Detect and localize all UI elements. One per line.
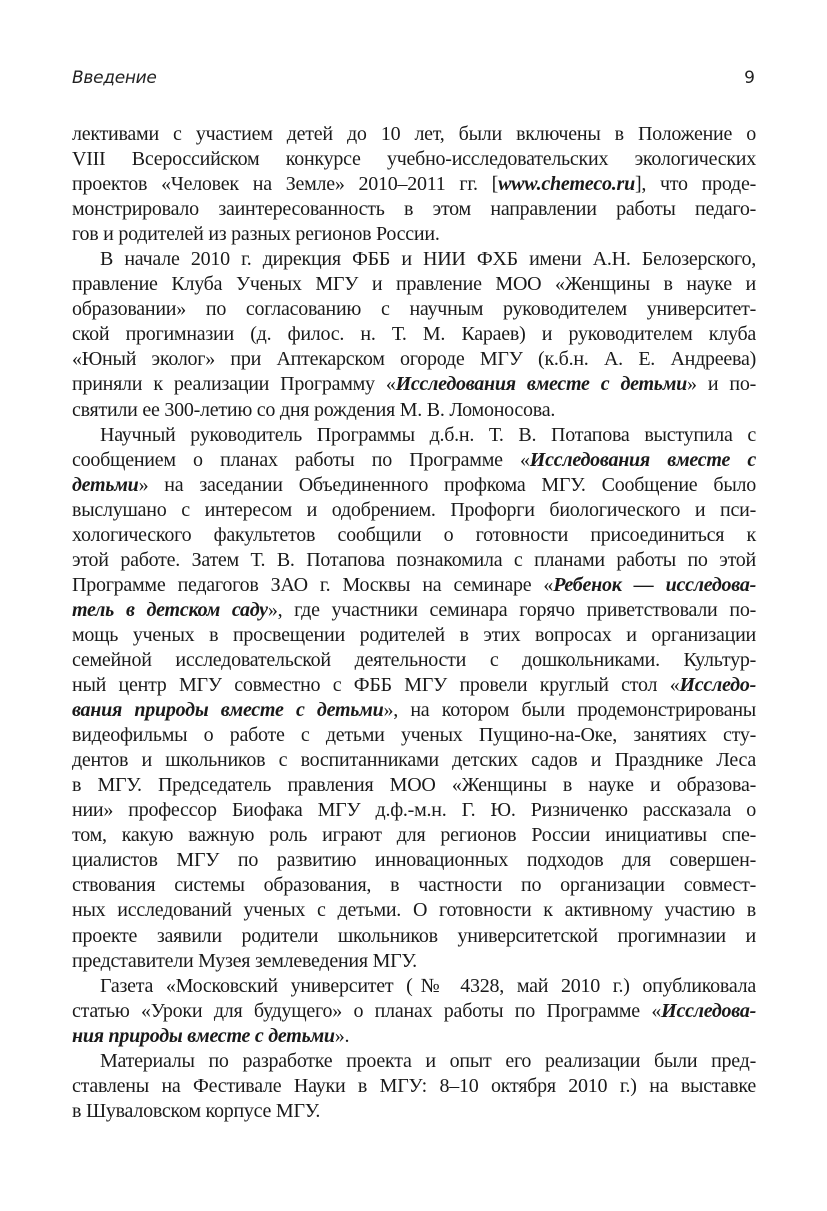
text-run: правление Клуба Ученых МГУ и правление МОО «Женщины в науке и [72, 273, 756, 296]
text-run: мощь ученых в просвещении родителей в этих вопросах и организации [72, 623, 756, 646]
text-line [72, 1049, 756, 1074]
text-run: ных исследований ученых с детьми. О готовности к активному участию в [72, 899, 756, 922]
text-run: Программе педагогов ЗАО г. Москвы на семинаре « [72, 573, 554, 596]
emphasized-text: Исследо- [679, 674, 756, 697]
text-line [72, 297, 756, 322]
paragraph [72, 1049, 756, 1124]
text-run: гов и родителей из разных регионов России. [72, 223, 440, 246]
paragraph [72, 423, 756, 974]
text-line [72, 673, 756, 698]
text-run: монстрировало заинтересованность в этом направлении работы педаго- [72, 198, 756, 221]
text-run: этой работе. Затем Т. В. Потапова познакомила с планами работы по этой [72, 548, 756, 571]
text-run: в Шуваловском корпусе МГУ. [72, 1099, 321, 1122]
text-line [72, 798, 756, 823]
text-line [72, 974, 756, 999]
text-line [72, 873, 756, 898]
text-line [72, 197, 756, 222]
emphasized-text: Исследования вместе с [529, 448, 756, 471]
text-run: в МГУ. Председатель правления МОО «Женщины в науке и образова- [72, 774, 756, 797]
emphasized-text: Исследова- [661, 999, 756, 1022]
text-line [72, 773, 756, 798]
text-line [72, 548, 756, 573]
body-text [72, 122, 756, 1124]
text-line [72, 848, 756, 873]
paragraph [72, 122, 756, 247]
text-run: ствования системы образования, в частности по организации совмест- [72, 874, 756, 897]
text-run: проектов «Человек на Земле» 2010–2011 гг. [ [72, 173, 499, 196]
text-line [72, 147, 756, 172]
text-run: ный центр МГУ совместно с ФББ МГУ провели круглый стол « [72, 674, 680, 697]
text-run: статью «Уроки для будущего» о планах работы по Программе « [72, 999, 662, 1022]
text-run: » на заседании Объединенного профкома МГУ. Сообщение было [138, 473, 756, 496]
paragraph [72, 247, 756, 422]
text-run: ской прогимназии (д. филос. н. Т. М. Караев) и руководителем клуба [72, 323, 756, 346]
text-run: хологического факультетов сообщили о готовности присоединиться к [72, 523, 756, 546]
text-run: Газета «Московский университет (№ 4328, май 2010 г.) опубликовала [100, 974, 756, 997]
text-run: В начале 2010 г. дирекция ФББ и НИИ ФХБ имени А.Н. Белозерского, [100, 248, 756, 271]
paragraph [72, 974, 756, 1049]
text-run: дентов и школьников с воспитанниками детских садов и Празднике Леса [72, 749, 756, 772]
text-line [72, 423, 756, 448]
text-line [72, 372, 756, 397]
text-run: циалистов МГУ по развитию инновационных подходов для совершен- [72, 849, 756, 872]
text-run: ставлены на Фестивале Науки в МГУ: 8–10 октября 2010 г.) на выставке [72, 1074, 756, 1097]
emphasized-text: тель в детском саду [72, 598, 268, 621]
text-run: лективами с участием детей до 10 лет, были включены в Положение о [72, 123, 756, 145]
text-line [72, 523, 756, 548]
text-run: ], что проде- [634, 173, 756, 196]
text-line [72, 698, 756, 723]
text-line [72, 247, 756, 272]
text-run: выслушано с интересом и одобрением. Профорги биологического и пси- [72, 498, 756, 521]
text-line [72, 222, 756, 247]
text-line [72, 1024, 756, 1049]
text-run: святили ее 300-летию со дня рождения М. В. Ломоносова. [72, 398, 556, 421]
page-number: 9 [744, 68, 755, 88]
emphasized-text: Ребенок — исследова- [553, 573, 757, 596]
text-run: том, какую важную роль играют для регионов России инициативы спе- [72, 824, 756, 847]
text-line [72, 122, 756, 147]
text-line [72, 1074, 756, 1099]
text-run: образовании» по согласованию с научным руководителем университет- [72, 298, 756, 321]
text-line [72, 949, 756, 974]
text-line [72, 473, 756, 498]
text-line [72, 648, 756, 673]
text-run: Материалы по разработке проекта и опыт его реализации были пред- [100, 1049, 756, 1072]
text-line [72, 598, 756, 623]
text-line [72, 272, 756, 297]
text-run: Научный руководитель Программы д.б.н. Т. В. Потапова выступила с [100, 423, 756, 446]
text-run: » и по- [687, 373, 757, 396]
text-run: видеофильмы о работе с детьми ученых Пущино-на-Оке, занятиях сту- [72, 724, 756, 747]
text-run: представители Музея землеведения МГУ. [72, 949, 417, 972]
text-line [72, 723, 756, 748]
text-line [72, 347, 756, 372]
emphasized-text: детьми [72, 473, 139, 496]
text-line [72, 172, 756, 197]
text-run: проекте заявили родители школьников университетской прогимназии и [72, 924, 756, 947]
text-run: VIII Всероссийском конкурсе учебно-исследовательских экологических [72, 148, 756, 171]
text-line [72, 1099, 756, 1124]
text-line [72, 924, 756, 949]
text-line [72, 498, 756, 523]
text-run: нии» профессор Биофака МГУ д.ф.-м.н. Г. Ю. Ризниченко рассказала о [72, 799, 756, 822]
emphasized-text: вания природы вместе с детьми [72, 699, 384, 722]
text-line [72, 748, 756, 773]
text-line [72, 573, 756, 598]
text-line [72, 398, 756, 423]
running-header-title: Введение [72, 68, 157, 88]
emphasized-text: ния природы вместе с детьми [72, 1024, 335, 1047]
text-line [72, 898, 756, 923]
emphasized-text: Исследования вместе с детьми [395, 373, 688, 396]
text-run: ». [334, 1024, 350, 1047]
text-line [72, 322, 756, 347]
text-run: семейной исследовательской деятельности с дошкольниками. Культур- [72, 648, 756, 671]
text-line [72, 823, 756, 848]
text-run: приняли к реализации Программу « [72, 373, 396, 396]
text-line [72, 999, 756, 1024]
text-run: », где участники семинара горячо приветствовали по- [267, 598, 756, 621]
emphasized-text: www.chemeco.ru [498, 173, 635, 196]
text-line [72, 623, 756, 648]
text-line [72, 448, 756, 473]
text-run: «Юный эколог» при Аптекарском огороде МГУ (к.б.н. А. Е. Андреева) [72, 348, 756, 371]
text-run: », на котором были продемонстрированы [383, 699, 756, 722]
text-run: сообщением о планах работы по Программе « [72, 448, 530, 471]
